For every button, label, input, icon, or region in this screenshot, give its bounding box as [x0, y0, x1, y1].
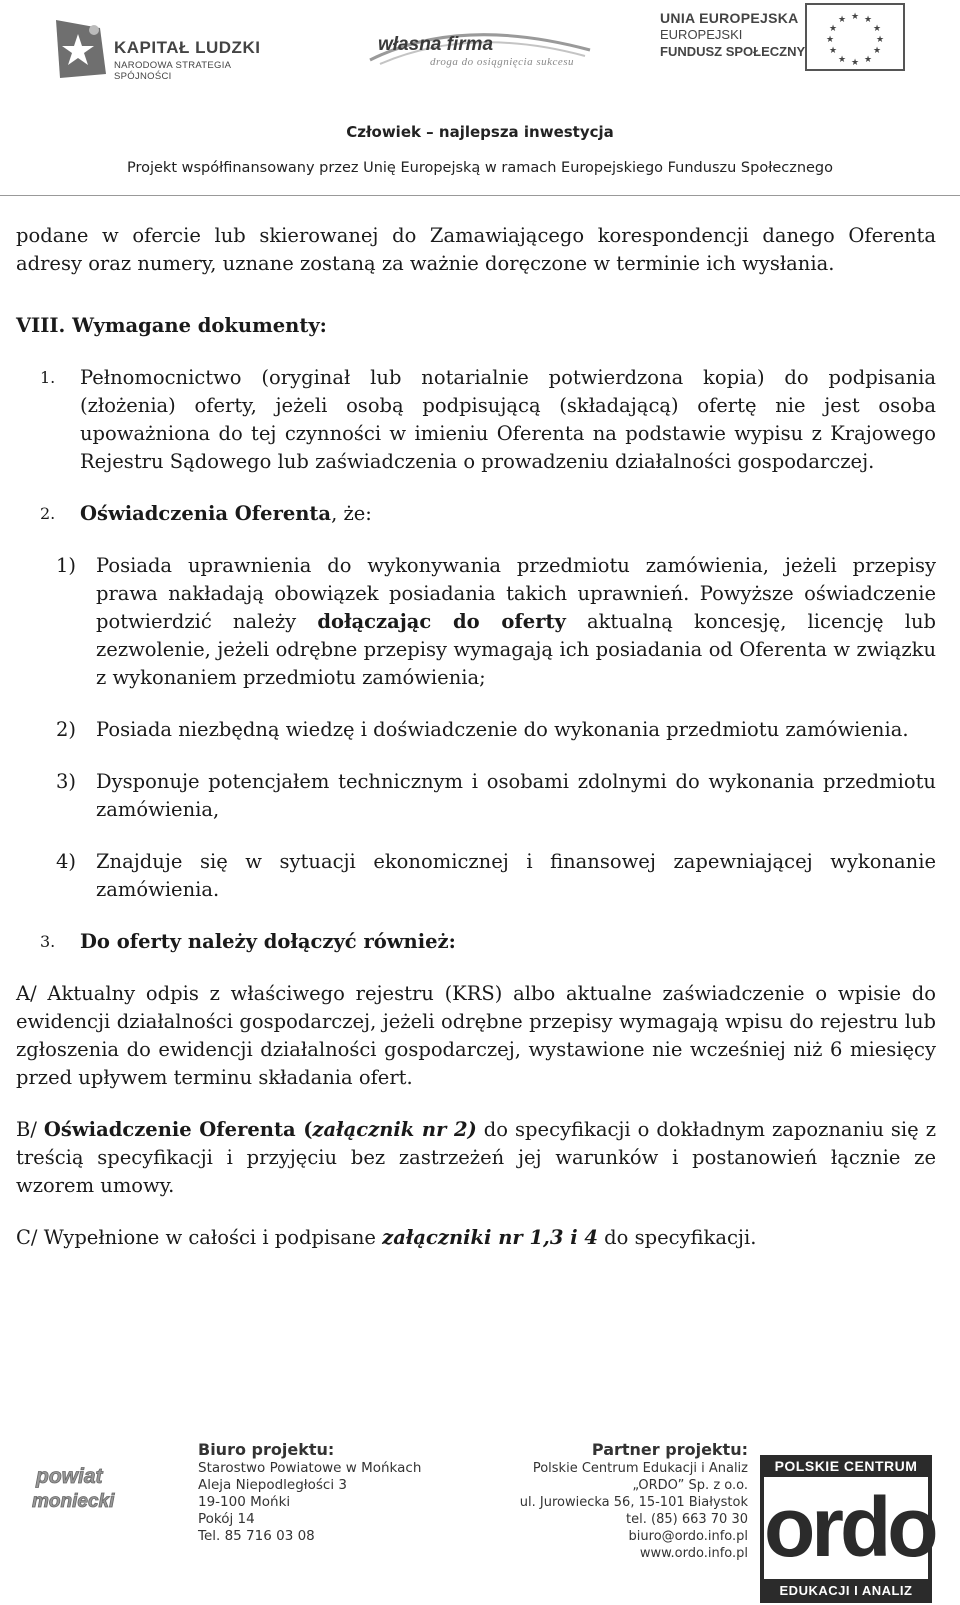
- sub-item-1-number: 1): [56, 554, 77, 577]
- biuro-projektu: [198, 1440, 421, 1545]
- svg-text:★: ★: [863, 15, 873, 25]
- wlasna-firma-title: własna firma: [378, 34, 494, 55]
- svg-text:★: ★: [837, 55, 847, 65]
- intro-paragraph: podane w ofercie lub skierowanej do Zamawiającego korespondencji danego Oferenta adresy oraz numery, uznane zostaną za ważnie doręczone w terminie ich wysłania.: [16, 224, 936, 275]
- wlasna-firma-subtitle: droga do osiągnięcia sukcesu: [430, 56, 575, 68]
- list-item-2-number: 2.: [40, 504, 56, 523]
- eu-line-3: FUNDUSZ SPOŁECZNY: [660, 44, 806, 59]
- list-item-1-text: Pełnomocnictwo (oryginał lub notarialnie potwierdzona kopia) do podpisania (złożenia) oferty, jeżeli osobą podpisującą (składającą) ofertę nie jest osoba upoważniona do tej czynności w imieniu Oferenta na podstawie wypisu z Krajowego Rejestru Sądowego lub zaświadczenia o prowadzeniu działalności gospodarczej.: [80, 366, 936, 473]
- header-motto: Człowiek – najlepsza inwestycja: [346, 123, 614, 141]
- kapital-ludzki-star-icon: [50, 16, 108, 82]
- paragraph-a: A/ Aktualny odpis z właściwego rejestru (KRS) albo aktualne zaświadczenie o wpisie do ewidencji działalności gospodarczej, jeżeli odrębne przepisy wymagają wpisu do rejestru lub zgłoszenia do ewidencji działalności gospodarczej, wystawione nie wcześniej niż 6 miesięcy przed upływem terminu składania ofert.: [16, 982, 936, 1089]
- svg-text:powiat: powiat: [36, 1465, 103, 1488]
- sub-item-1-bold: dołączając do oferty: [317, 610, 566, 633]
- document-body: [16, 222, 936, 1252]
- kapital-ludzki-subtitle: NARODOWA STRATEGIA SPÓJNOŚCI: [114, 60, 231, 82]
- list-item-2-rest: , że:: [331, 502, 372, 525]
- partner-line: ul. Jurowiecka 56, 15-101 Białystok: [519, 1495, 748, 1510]
- svg-text:★: ★: [872, 24, 882, 34]
- sub-item-3-number: 3): [56, 770, 77, 793]
- sub-item-4: [16, 848, 936, 904]
- partner-line: „ORDO” Sp. z o.o.: [632, 1478, 748, 1493]
- svg-text:★: ★: [850, 58, 860, 68]
- eu-line-2: EUROPEJSKI: [660, 27, 743, 42]
- sub-item-4-text: Znajduje się w sytuacji ekonomicznej i finansowej zapewniającej wykonanie zamówienia.: [96, 850, 936, 901]
- header-project-line: Projekt współfinansowany przez Unię Europejską w ramach Europejskiego Funduszu Społecznego: [126, 160, 834, 176]
- paragraph-b-prefix: B/: [16, 1118, 44, 1141]
- sub-item-1-text-a: Posiada uprawnienia do wykonywania przedmiotu zamówienia, jeżeli przepisy prawa nakładają obowiązek posiadania takich uprawnień. Powyższe oświadczenie potwierdzić należy: [96, 554, 936, 633]
- partner-line: biuro@ordo.info.pl: [628, 1529, 748, 1544]
- list-item-1: [16, 364, 936, 476]
- list-item-3: [16, 928, 936, 956]
- svg-text:★: ★: [828, 46, 838, 56]
- sub-item-2-number: 2): [56, 718, 77, 741]
- eu-text-block: [660, 10, 805, 60]
- partner-title: Partner projektu:: [591, 1440, 748, 1459]
- eu-flag-icon: [805, 3, 905, 71]
- partner-line: tel. (85) 663 70 30: [626, 1512, 748, 1527]
- svg-text:★: ★: [863, 55, 873, 65]
- sub-item-1: [16, 552, 936, 692]
- biuro-line: 19-100 Mońki: [198, 1494, 291, 1510]
- paragraph-c-rest: do specyfikacji.: [597, 1226, 757, 1249]
- ordo-logo-top: POLSKIE CENTRUM: [760, 1455, 932, 1477]
- list-item-1-number: 1.: [40, 368, 56, 387]
- biuro-line: Tel. 85 716 03 08: [198, 1528, 315, 1544]
- sub-item-3: [16, 768, 936, 824]
- ordo-logo-wordmark: ordo: [764, 1477, 928, 1579]
- paragraph-b-bolditalic: załącznik nr 2): [312, 1118, 477, 1141]
- svg-text:★: ★: [825, 35, 835, 45]
- svg-text:★: ★: [875, 35, 885, 45]
- svg-text:★: ★: [872, 46, 882, 56]
- biuro-line: Aleja Niepodległości 3: [198, 1477, 347, 1493]
- biuro-line: Starostwo Powiatowe w Mońkach: [198, 1460, 422, 1476]
- list-item-2: [16, 500, 936, 528]
- svg-text:★: ★: [837, 15, 847, 25]
- sub-item-2: [16, 716, 936, 744]
- kapital-ludzki-title: KAPITAŁ LUDZKI: [114, 38, 261, 57]
- ordo-logo-bottom: EDUKACJI I ANALIZ: [779, 1583, 913, 1598]
- paragraph-c-bolditalic: załączniki nr 1,3 i 4: [382, 1226, 598, 1249]
- paragraph-c: [16, 1224, 936, 1252]
- kapital-ludzki-logo: [50, 16, 280, 86]
- svg-text:moniecki: moniecki: [32, 1491, 115, 1512]
- wlasna-firma-logo: [360, 20, 600, 80]
- header-divider: [0, 195, 960, 196]
- sub-item-3-text: Dysponuje potencjałem technicznym i osobami zdolnymi do wykonania przedmiotu zamówienia,: [96, 770, 936, 821]
- list-item-2-bold: Oświadczenia Oferenta: [80, 502, 332, 525]
- partner-line: Polskie Centrum Edukacji i Analiz: [532, 1461, 748, 1476]
- page-header: [0, 0, 960, 200]
- sub-item-2-text: Posiada niezbędną wiedzę i doświadczenie do wykonania przedmiotu zamówienia.: [96, 718, 909, 741]
- sub-item-4-number: 4): [56, 850, 77, 873]
- svg-text:★: ★: [828, 24, 838, 34]
- partner-line: www.ordo.info.pl: [639, 1546, 748, 1561]
- eu-stars-icon: [807, 5, 903, 69]
- paragraph-b-bold: Oświadczenie Oferenta (: [43, 1118, 313, 1141]
- paragraph-b-rest: do specyfikacji o dokładnym zapoznaniu się z treścią specyfikacji i przyjęciu bez zastrzeżeń jej warunków i postanowień łącznie ze wzorem umowy.: [16, 1118, 937, 1197]
- eu-line-1: UNIA EUROPEJSKA: [660, 10, 799, 26]
- paragraph-b: [16, 1116, 936, 1200]
- list-item-3-number: 3.: [40, 932, 56, 951]
- section-heading: VIII. Wymagane dokumenty:: [16, 314, 327, 337]
- ordo-logo: [760, 1455, 935, 1603]
- partner-projektu: [520, 1440, 748, 1562]
- paragraph-c-prefix: C/ Wypełnione w całości i podpisane: [16, 1226, 383, 1249]
- powiat-moniecki-logo: [30, 1457, 130, 1519]
- page-footer: [0, 1435, 960, 1605]
- svg-text:★: ★: [850, 12, 860, 22]
- biuro-title: Biuro projektu:: [198, 1440, 335, 1459]
- list-item-3-bold: Do oferty należy dołączyć również:: [80, 930, 456, 953]
- sub-item-1-text-b: aktualną koncesję, licencję lub zezwolenie, jeżeli odrębne przepisy wymagają ich posiadania od Oferenta w związku z wykonaniem przedmiotu zamówienia;: [96, 610, 936, 689]
- biuro-line: Pokój 14: [198, 1511, 255, 1527]
- powiat-moniecki-icon: [30, 1457, 130, 1519]
